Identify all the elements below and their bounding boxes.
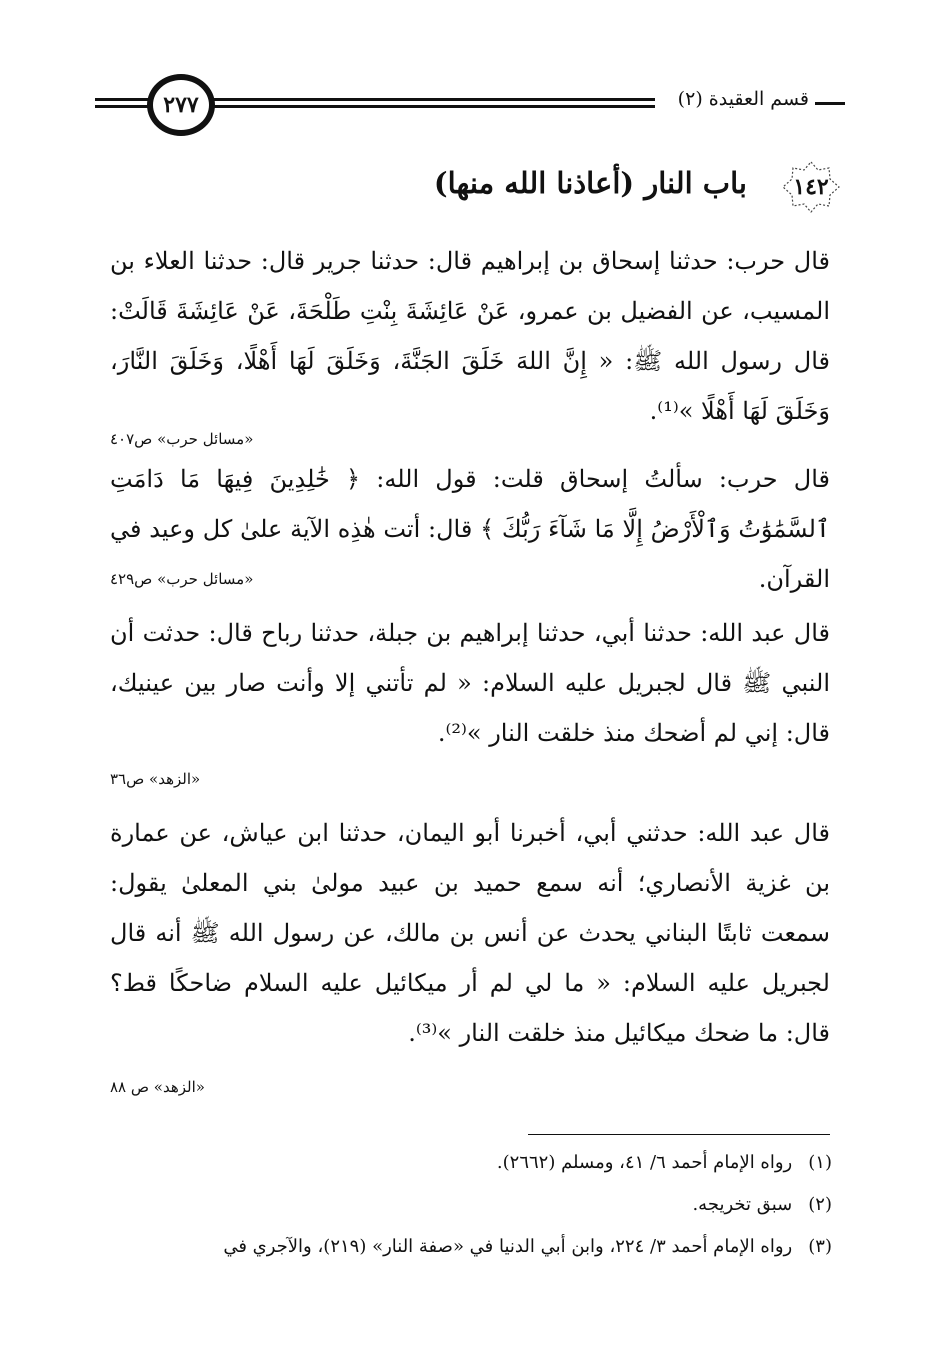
page-number: ٢٧٧ <box>147 74 215 136</box>
chapter-title: باب النار (أعاذنا الله منها) <box>433 166 747 200</box>
section-title: قسم العقيدة (٢) <box>677 88 809 110</box>
chapter-heading <box>97 160 842 220</box>
paragraph-text: قال حرب: حدثنا إسحاق بن إبراهيم قال: حدثنا جرير قال: حدثنا العلاء بن المسيب، عن الفضيل بن عمرو، عَنْ عَائِشَةَ بِنْتِ طَلْحَةَ، عَنْ عَائِشَةَ قَالَتْ: قال رسول الله ﷺ: « إِنَّ اللهَ خَلَقَ الجَنَّةَ، وَخَلَقَ لَهَا أَهْلًا، وَخَلَقَ النَّارَ، وَخَلَقَ لَهَا أَهْلًا »⁽¹⁾. <box>110 247 831 425</box>
footnote <box>223 1236 832 1257</box>
source-reference: «الزهد» ص ٨٨ <box>110 1078 205 1096</box>
hadith-paragraph <box>110 608 830 758</box>
chapter-number-ornament <box>780 160 842 214</box>
footnote <box>692 1194 832 1215</box>
header-rule <box>210 105 655 108</box>
chapter-number: ١٤٢ <box>793 174 829 200</box>
header-rule <box>210 98 655 101</box>
header-rule <box>95 98 155 101</box>
footnote-number: (٣) <box>808 1236 832 1257</box>
running-header <box>95 68 845 138</box>
header-rule <box>815 102 845 105</box>
footnote-number: (٢) <box>808 1194 832 1215</box>
footnote-text: رواه الإمام أحمد ٦/ ٤١، ومسلم (٢٦٦٢). <box>496 1152 793 1173</box>
paragraph-text: قال عبد الله: حدثني أبي، أخبرنا أبو اليمان، حدثنا ابن عياش، عن عمارة بن غزية الأنصاري؛ أنه سمع حميد بن عبيد مولىٰ بني المعلىٰ يقول: سمعت ثابتًا البناني يحدث عن أنس بن مالك، عن رسول الله ﷺ أنه قال لجبريل عليه السلام: « ما لي لم أر ميكائيل عليه السلام ضاحكًا قط؟ قال: ما ضحك ميكائيل منذ خلقت النار »⁽³⁾. <box>110 819 831 1047</box>
footnote-number: (١) <box>808 1152 832 1173</box>
hadith-paragraph <box>110 808 830 1058</box>
footnote-text: سبق تخريجه. <box>692 1194 793 1215</box>
source-reference: «مسائل حرب» ص٤٠٧ <box>110 430 254 448</box>
footnote-text: رواه الإمام أحمد ٣/ ٢٢٤، وابن أبي الدنيا في «صفة النار» (٢١٩)، والآجري في <box>223 1236 793 1257</box>
paragraph-text: قال عبد الله: حدثنا أبي، حدثنا إبراهيم بن جبلة، حدثنا رباح قال: حدثت أن النبي ﷺ قال لجبريل عليه السلام: « لم تأتني إلا وأنت صار بين عينيك، قال: إني لم أضحك منذ خلقت النار »⁽²⁾. <box>110 619 831 747</box>
footnote-separator <box>528 1134 830 1135</box>
source-reference: «الزهد» ص٣٦ <box>110 770 201 788</box>
source-reference: «مسائل حرب» ص٤٢٩ <box>110 570 254 588</box>
header-rule <box>95 105 155 108</box>
paragraph-text: قال حرب: سألتُ إسحاق قلت: قول الله: ﴿ خَٰلِدِينَ فِيهَا مَا دَامَتِ ٱلسَّمَٰوَٰتُ وَٱلْأَرْضُ إِلَّا مَا شَآءَ رَبُّكَ ﴾ قال: أتت هٰذِه الآية علىٰ كل وعيد في القرآن. <box>110 465 830 593</box>
hadith-paragraph <box>110 236 830 436</box>
footnote <box>497 1152 832 1173</box>
